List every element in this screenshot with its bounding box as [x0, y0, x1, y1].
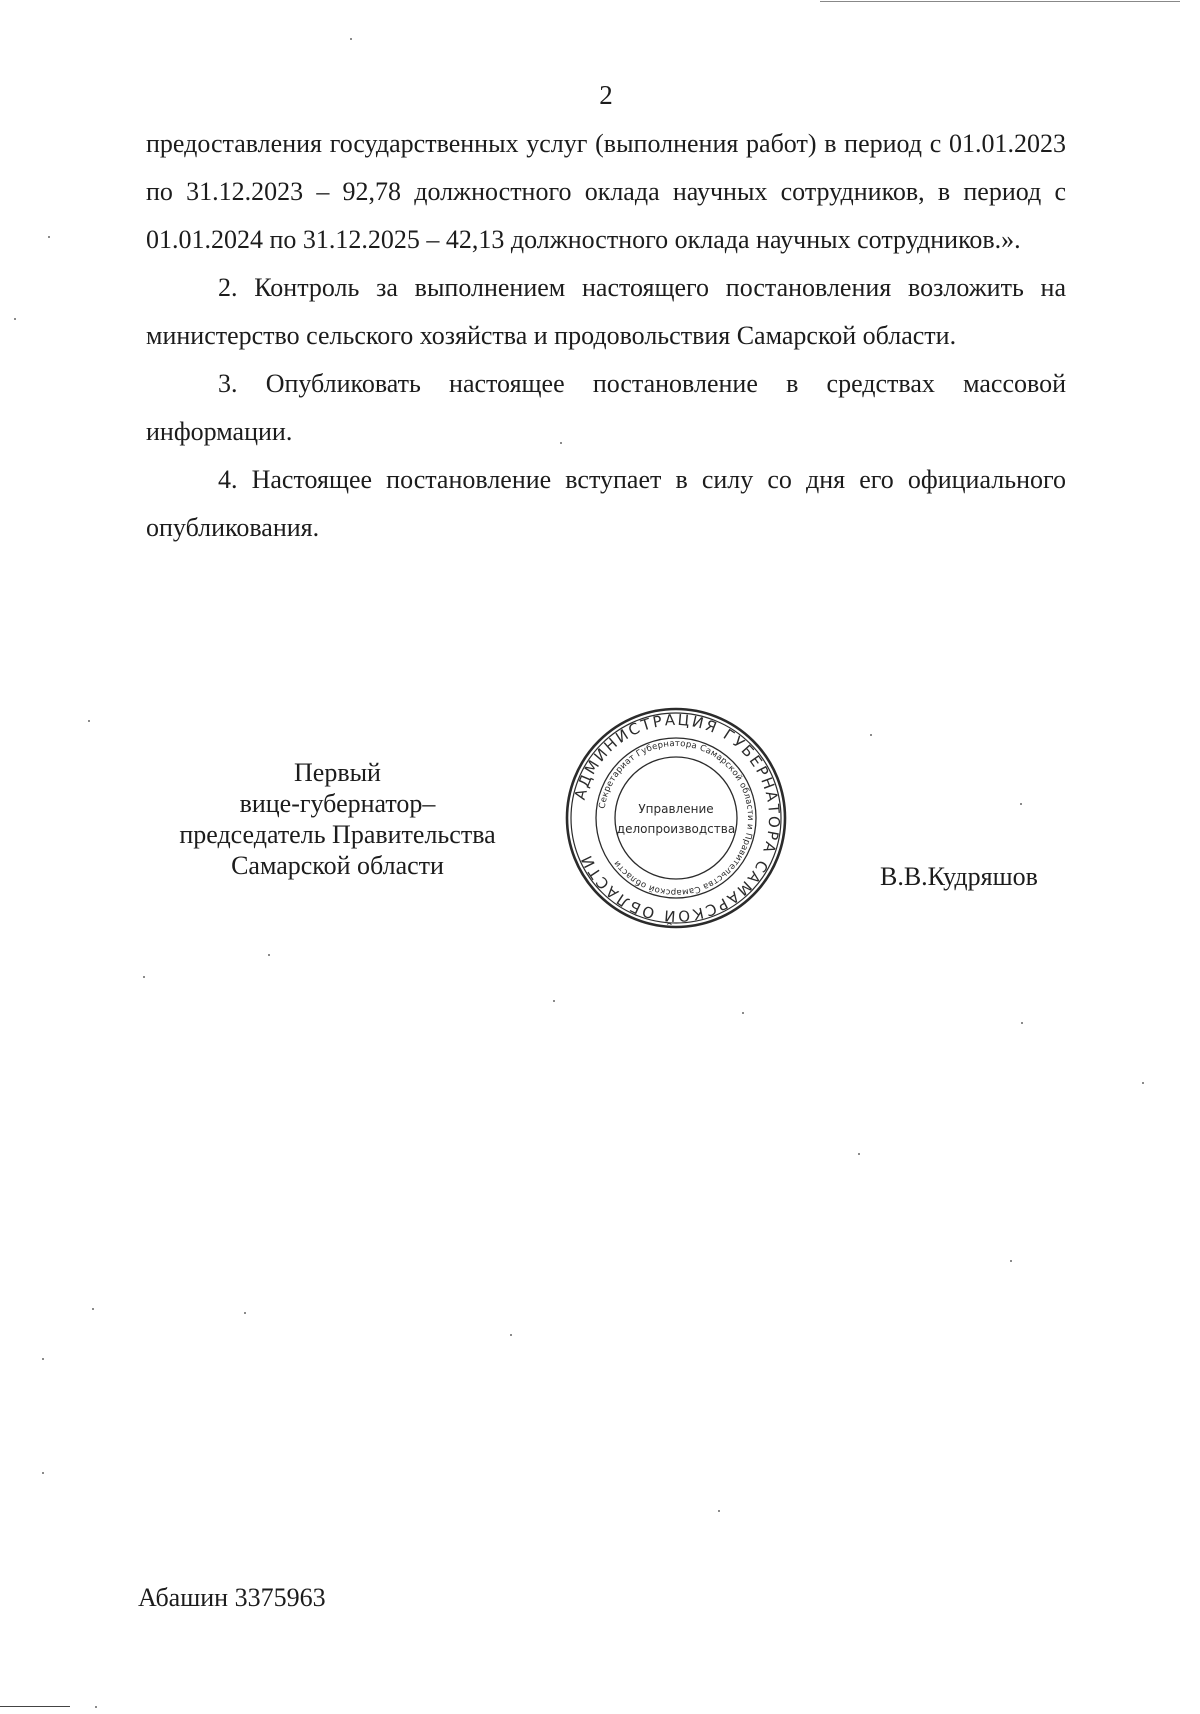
scan-speck: [510, 1334, 512, 1336]
signatory-title: [155, 757, 520, 881]
executor-note: Абашин 3375963: [138, 1583, 326, 1612]
scan-speck: [560, 442, 562, 444]
signatory-name: В.В.Кудряшов: [880, 862, 1038, 891]
scan-speck: [553, 1000, 555, 1002]
scan-speck: [1021, 1022, 1023, 1024]
scan-speck: [870, 734, 872, 736]
seal-inner-text: Секретариат Губернатора Самарской области и Правительства Самарской области: [597, 738, 756, 898]
scan-speck: [718, 1510, 720, 1512]
paragraph-continuation: предоставления государственных услуг (выполнения работ) в период с 01.01.2023 по 31.12.2023 – 92,78 должностного оклада научных сотрудников, в период с 01.01.2024 по 31.12.2025 – 42,13 должностного оклада научных сотрудников.».: [146, 129, 1066, 254]
scan-speck: [14, 318, 16, 320]
signatory-title-line: Самарской области: [231, 851, 444, 880]
seal-center-line-1: Управление: [638, 802, 714, 816]
signatory-title-line: Первый: [294, 758, 381, 787]
seal-center-line-2: делопроизводства: [616, 822, 736, 836]
document-body: [146, 120, 1066, 552]
scan-speck: [742, 1012, 744, 1014]
scan-speck: [48, 236, 50, 238]
page-number: 2: [599, 80, 613, 110]
scan-speck: [88, 720, 90, 722]
scan-speck: [42, 1358, 44, 1360]
scan-speck: [858, 1153, 860, 1155]
scan-speck: [42, 1472, 44, 1474]
scan-speck: [350, 38, 352, 40]
signatory-title-line: председатель Правительства: [179, 820, 496, 849]
scan-speck: [95, 1706, 97, 1708]
scan-speck: [244, 1312, 246, 1314]
scan-speck: [143, 976, 145, 978]
scan-speck: [92, 1308, 94, 1310]
signatory-title-line: вице-губернатор–: [239, 789, 436, 818]
scan-speck: [1010, 1260, 1012, 1262]
paragraph-2-control: 2. Контроль за выполнением настоящего постановления возложить на министерство сельского хозяйства и продовольствия Самарской области.: [146, 273, 1066, 350]
seal-outer-text: АДМИНИСТРАЦИЯ ГУБЕРНАТОРА САМАРСКОЙ ОБЛАСТИ: [570, 710, 784, 926]
scan-speck: [1142, 1082, 1144, 1084]
scan-edge-line: [0, 1706, 70, 1707]
scan-speck: [1020, 803, 1022, 805]
scan-edge-line: [820, 1, 1180, 2]
paragraph-4-effective: 4. Настоящее постановление вступает в силу со дня его официального опубликования.: [146, 465, 1066, 542]
official-seal-stamp: [563, 705, 789, 931]
paragraph-3-publish: 3. Опубликовать настоящее постановление в средствах массовой информации.: [146, 369, 1066, 446]
scan-speck: [268, 954, 270, 956]
